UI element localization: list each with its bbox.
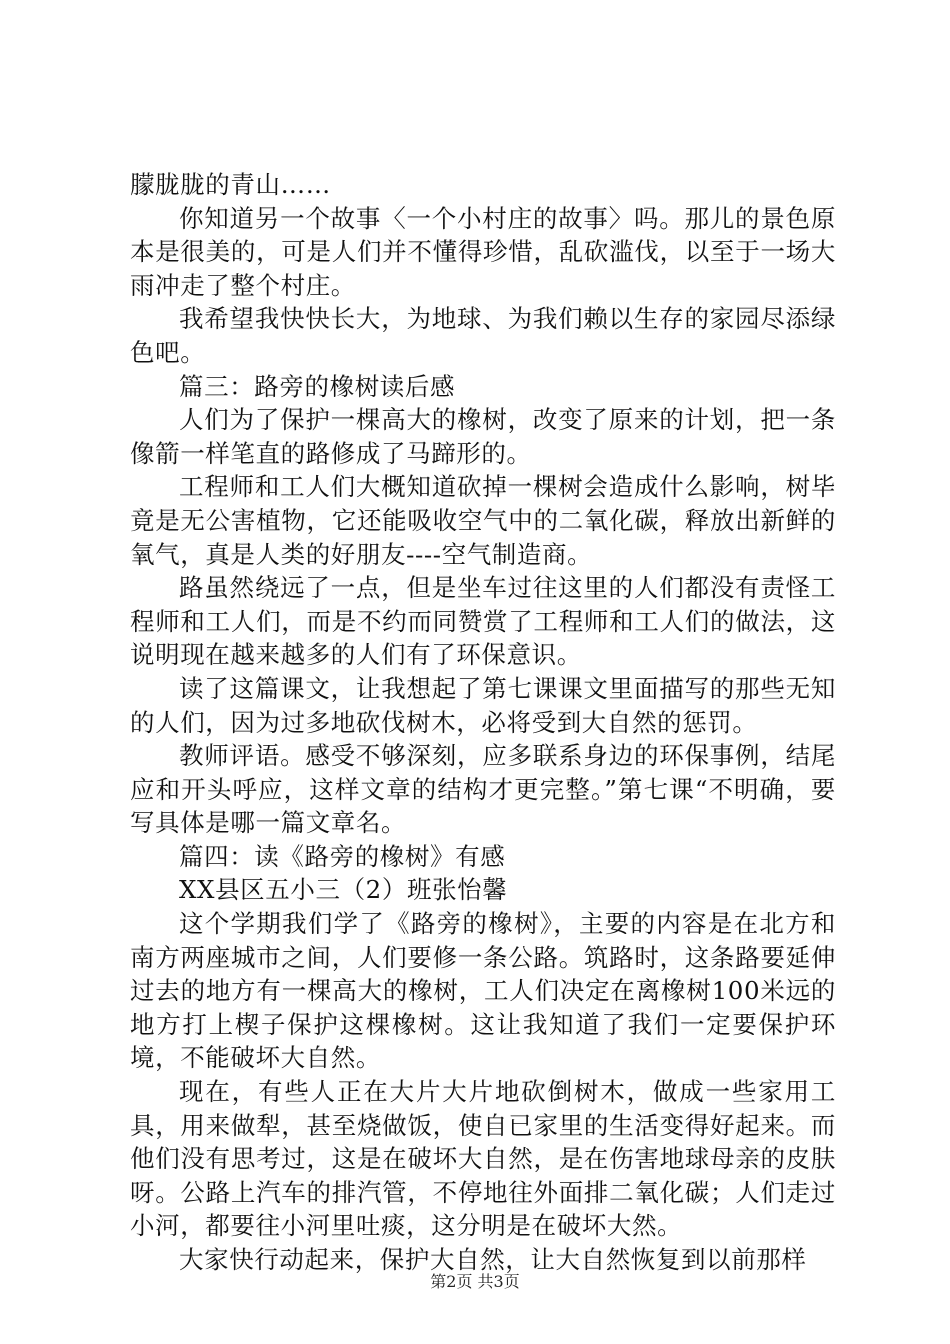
author-line: XX县区五小三（2）班张怡馨 — [179, 875, 508, 905]
paragraph: 你知道另一个故事〈一个小村庄的故事〉吗。那儿的景色原本是很美的，可是人们并不懂得珍惜，乱砍滥伐，以至于一场大雨冲走了整个村庄。 — [130, 203, 836, 300]
paragraph: 这个学期我们学了《路旁的橡树》，主要的内容是在北方和南方两座城市之间，人们要修一条公路。筑路时，这条路要延伸过去的地方有一棵高大的橡树，工人们决定在离橡树100米远的地方打上楔子保护这棵橡树。这让我知道了我们一定要保护环境，不能破坏大自然。 — [130, 909, 836, 1073]
section-heading: 篇三：路旁的橡树读后感 — [179, 371, 456, 401]
paragraph: 路虽然绕远了一点，但是坐车过往这里的人们都没有责怪工程师和工人们，而是不约而同赞赏了工程师和工人们的做法，这说明现在越来越多的人们有了环保意识。 — [130, 573, 836, 670]
paragraph: 大家快行动起来，保护大自然，让大自然恢复到以前那样 — [179, 1245, 807, 1274]
paragraph: 我希望我快快长大，为地球、为我们赖以生存的家园尽添绿色吧。 — [130, 304, 836, 367]
paragraph-continuation: 朦胧胧的青山…… — [130, 170, 331, 199]
paragraph: 人们为了保护一棵高大的橡树，改变了原来的计划，把一条像箭一样笔直的路修成了马蹄形的。 — [130, 405, 836, 468]
paragraph: 读了这篇课文，让我想起了第七课课文里面描写的那些无知的人们，因为过多地砍伐树木，必将受到大自然的惩罚。 — [130, 673, 836, 737]
page-footer: 第2页 共3页 — [430, 1272, 520, 1291]
paragraph: 现在，有些人正在大片大片地砍倒树木，做成一些家用工具，用来做犁，甚至烧做饭，使自已家里的生活变得好起来。而他们没有思考过，这是在破坏大自然，是在伤害地球母亲的皮肤呀。公路上汽车的排汽管，不停地往外面排二氧化碳；人们走过小河，都要往小河里吐痰，这分明是在破坏大然。 — [130, 1077, 836, 1241]
paragraph: 工程师和工人们大概知道砍掉一棵树会造成什么影响，树毕竟是无公害植物，它还能吸收空气中的二氧化碳，释放出新鲜的氧气，真是人类的好朋友----空气制造商。 — [130, 472, 836, 569]
section-heading: 篇四：读《路旁的橡树》有感 — [179, 841, 506, 871]
document-body — [130, 168, 836, 1277]
paragraph: 教师评语。感受不够深刻，应多联系身边的环保事例，结尾应和开头呼应，这样文章的结构才更完整。”第七课“不明确，要写具体是哪一篇文章名。 — [130, 741, 836, 838]
